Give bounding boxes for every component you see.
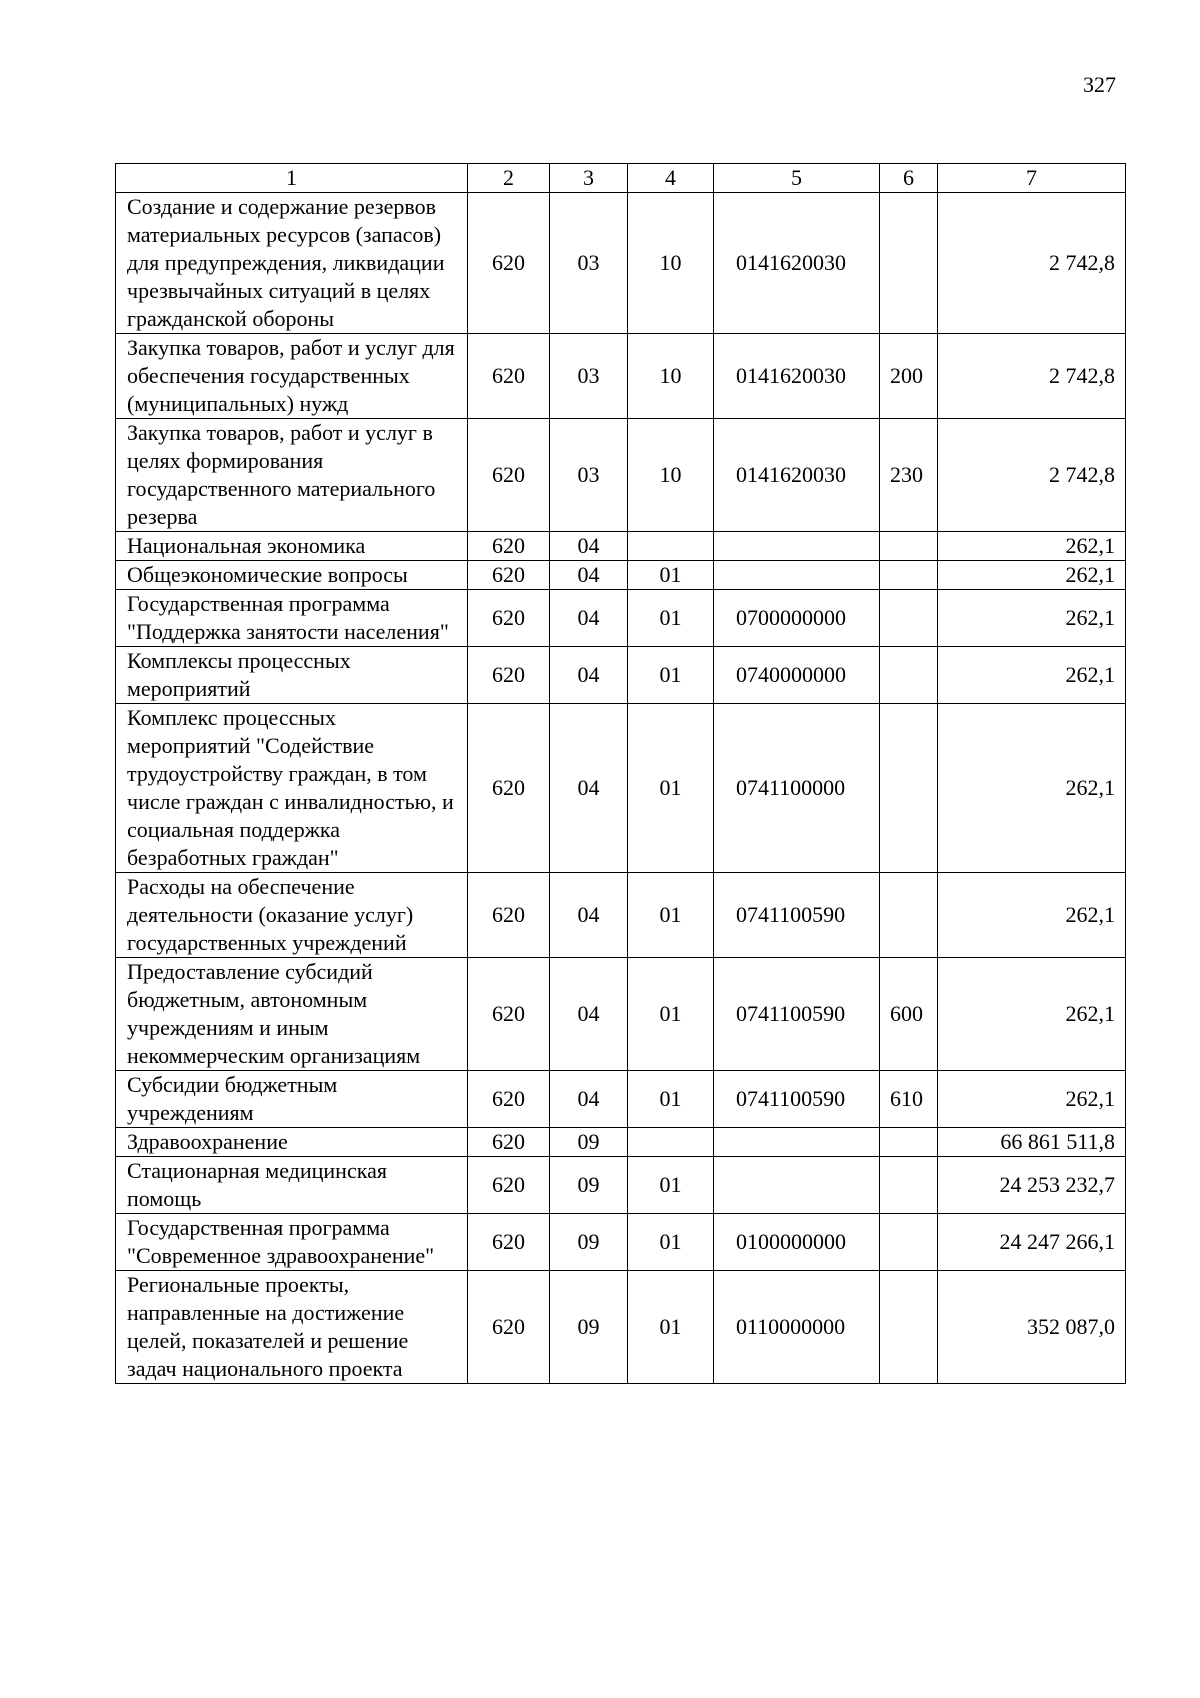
subsection-code-cell: 01 [628,1157,714,1214]
expense-type-cell: 600 [880,958,938,1071]
expense-name-cell: Расходы на обеспечение деятельности (оказание услуг) государственных учреждений [116,873,468,958]
amount-cell: 352 087,0 [938,1271,1126,1384]
target-article-cell: 0141620030 [714,419,880,532]
subsection-code-cell: 01 [628,704,714,873]
subsection-code-cell: 01 [628,1271,714,1384]
subsection-code-cell: 01 [628,1214,714,1271]
expense-name-cell: Закупка товаров, работ и услуг в целях формирования государственного материального резерва [116,419,468,532]
section-code-cell: 09 [550,1271,628,1384]
target-article-cell: 0741100590 [714,1071,880,1128]
section-code-cell: 04 [550,873,628,958]
amount-cell: 262,1 [938,647,1126,704]
budget-table [115,163,1126,1384]
table-row [116,1157,1126,1214]
expense-type-cell: 610 [880,1071,938,1128]
amount-cell: 2 742,8 [938,193,1126,334]
expense-name-cell: Субсидии бюджетным учреждениям [116,1071,468,1128]
section-code-cell: 03 [550,419,628,532]
table-row [116,561,1126,590]
header-cell-2: 2 [468,164,550,193]
table-row [116,193,1126,334]
grbs-code-cell: 620 [468,704,550,873]
expense-name-cell: Стационарная медицинская помощь [116,1157,468,1214]
expense-name-cell: Закупка товаров, работ и услуг для обеспечения государственных (муниципальных) нужд [116,334,468,419]
section-code-cell: 09 [550,1128,628,1157]
amount-cell: 262,1 [938,590,1126,647]
expense-name-cell: Государственная программа "Поддержка занятости населения" [116,590,468,647]
expense-name-cell: Здравоохранение [116,1128,468,1157]
expense-name-cell: Создание и содержание резервов материальных ресурсов (запасов) для предупреждения, ликвидации чрезвычайных ситуаций в целях гражданской обороны [116,193,468,334]
subsection-code-cell [628,1128,714,1157]
target-article-cell [714,561,880,590]
table-row [116,532,1126,561]
grbs-code-cell: 620 [468,334,550,419]
header-cell-1: 1 [116,164,468,193]
table-row [116,958,1126,1071]
grbs-code-cell: 620 [468,1214,550,1271]
table-row [116,419,1126,532]
target-article-cell: 0141620030 [714,334,880,419]
amount-cell: 262,1 [938,532,1126,561]
grbs-code-cell: 620 [468,958,550,1071]
section-code-cell: 09 [550,1157,628,1214]
section-code-cell: 04 [550,532,628,561]
table-row [116,334,1126,419]
target-article-cell: 0741100590 [714,873,880,958]
header-cell-5: 5 [714,164,880,193]
section-code-cell: 03 [550,334,628,419]
table-row [116,590,1126,647]
amount-cell: 262,1 [938,704,1126,873]
subsection-code-cell: 01 [628,958,714,1071]
grbs-code-cell: 620 [468,1157,550,1214]
subsection-code-cell: 01 [628,1071,714,1128]
grbs-code-cell: 620 [468,1128,550,1157]
expense-type-cell [880,873,938,958]
grbs-code-cell: 620 [468,193,550,334]
amount-cell: 24 247 266,1 [938,1214,1126,1271]
section-code-cell: 09 [550,1214,628,1271]
target-article-cell [714,1128,880,1157]
expense-name-cell: Комплексы процессных мероприятий [116,647,468,704]
expense-type-cell [880,1271,938,1384]
expense-name-cell: Региональные проекты, направленные на достижение целей, показателей и решение задач национального проекта [116,1271,468,1384]
expense-type-cell: 230 [880,419,938,532]
target-article-cell [714,532,880,561]
table-body [116,164,1126,1384]
target-article-cell: 0741100000 [714,704,880,873]
table-row [116,704,1126,873]
amount-cell: 2 742,8 [938,334,1126,419]
amount-cell: 262,1 [938,958,1126,1071]
expense-name-cell: Предоставление субсидий бюджетным, автономным учреждениям и иным некоммерческим организациям [116,958,468,1071]
grbs-code-cell: 620 [468,419,550,532]
subsection-code-cell: 10 [628,193,714,334]
section-code-cell: 04 [550,704,628,873]
table-row [116,647,1126,704]
target-article-cell: 0740000000 [714,647,880,704]
expense-type-cell [880,532,938,561]
amount-cell: 262,1 [938,873,1126,958]
section-code-cell: 03 [550,193,628,334]
header-cell-7: 7 [938,164,1126,193]
grbs-code-cell: 620 [468,873,550,958]
expense-type-cell [880,561,938,590]
target-article-cell: 0100000000 [714,1214,880,1271]
amount-cell: 262,1 [938,561,1126,590]
target-article-cell: 0700000000 [714,590,880,647]
expense-type-cell [880,1214,938,1271]
section-code-cell: 04 [550,561,628,590]
grbs-code-cell: 620 [468,1271,550,1384]
grbs-code-cell: 620 [468,647,550,704]
expense-name-cell: Общеэкономические вопросы [116,561,468,590]
expense-type-cell [880,1128,938,1157]
expense-name-cell: Государственная программа "Современное здравоохранение" [116,1214,468,1271]
header-cell-6: 6 [880,164,938,193]
target-article-cell: 0741100590 [714,958,880,1071]
header-cell-3: 3 [550,164,628,193]
table-row [116,1214,1126,1271]
grbs-code-cell: 620 [468,561,550,590]
subsection-code-cell: 01 [628,561,714,590]
amount-cell: 262,1 [938,1071,1126,1128]
expense-type-cell [880,704,938,873]
table-row [116,1128,1126,1157]
subsection-code-cell [628,532,714,561]
expense-type-cell [880,590,938,647]
subsection-code-cell: 01 [628,590,714,647]
subsection-code-cell: 10 [628,419,714,532]
target-article-cell: 0141620030 [714,193,880,334]
section-code-cell: 04 [550,1071,628,1128]
expense-type-cell: 200 [880,334,938,419]
section-code-cell: 04 [550,590,628,647]
header-cell-4: 4 [628,164,714,193]
grbs-code-cell: 620 [468,1071,550,1128]
expense-type-cell [880,193,938,334]
table-row [116,1271,1126,1384]
subsection-code-cell: 01 [628,647,714,704]
section-code-cell: 04 [550,647,628,704]
target-article-cell: 0110000000 [714,1271,880,1384]
expense-type-cell [880,647,938,704]
amount-cell: 2 742,8 [938,419,1126,532]
grbs-code-cell: 620 [468,590,550,647]
expense-name-cell: Национальная экономика [116,532,468,561]
amount-cell: 24 253 232,7 [938,1157,1126,1214]
target-article-cell [714,1157,880,1214]
page-number: 327 [1083,72,1116,97]
expense-type-cell [880,1157,938,1214]
header-row [116,164,1126,193]
expense-name-cell: Комплекс процессных мероприятий "Содействие трудоустройству граждан, в том числе граждан с инвалидностью, и социальная поддержка безработных граждан" [116,704,468,873]
grbs-code-cell: 620 [468,532,550,561]
subsection-code-cell: 10 [628,334,714,419]
section-code-cell: 04 [550,958,628,1071]
amount-cell: 66 861 511,8 [938,1128,1126,1157]
table-row [116,873,1126,958]
table-row [116,1071,1126,1128]
subsection-code-cell: 01 [628,873,714,958]
